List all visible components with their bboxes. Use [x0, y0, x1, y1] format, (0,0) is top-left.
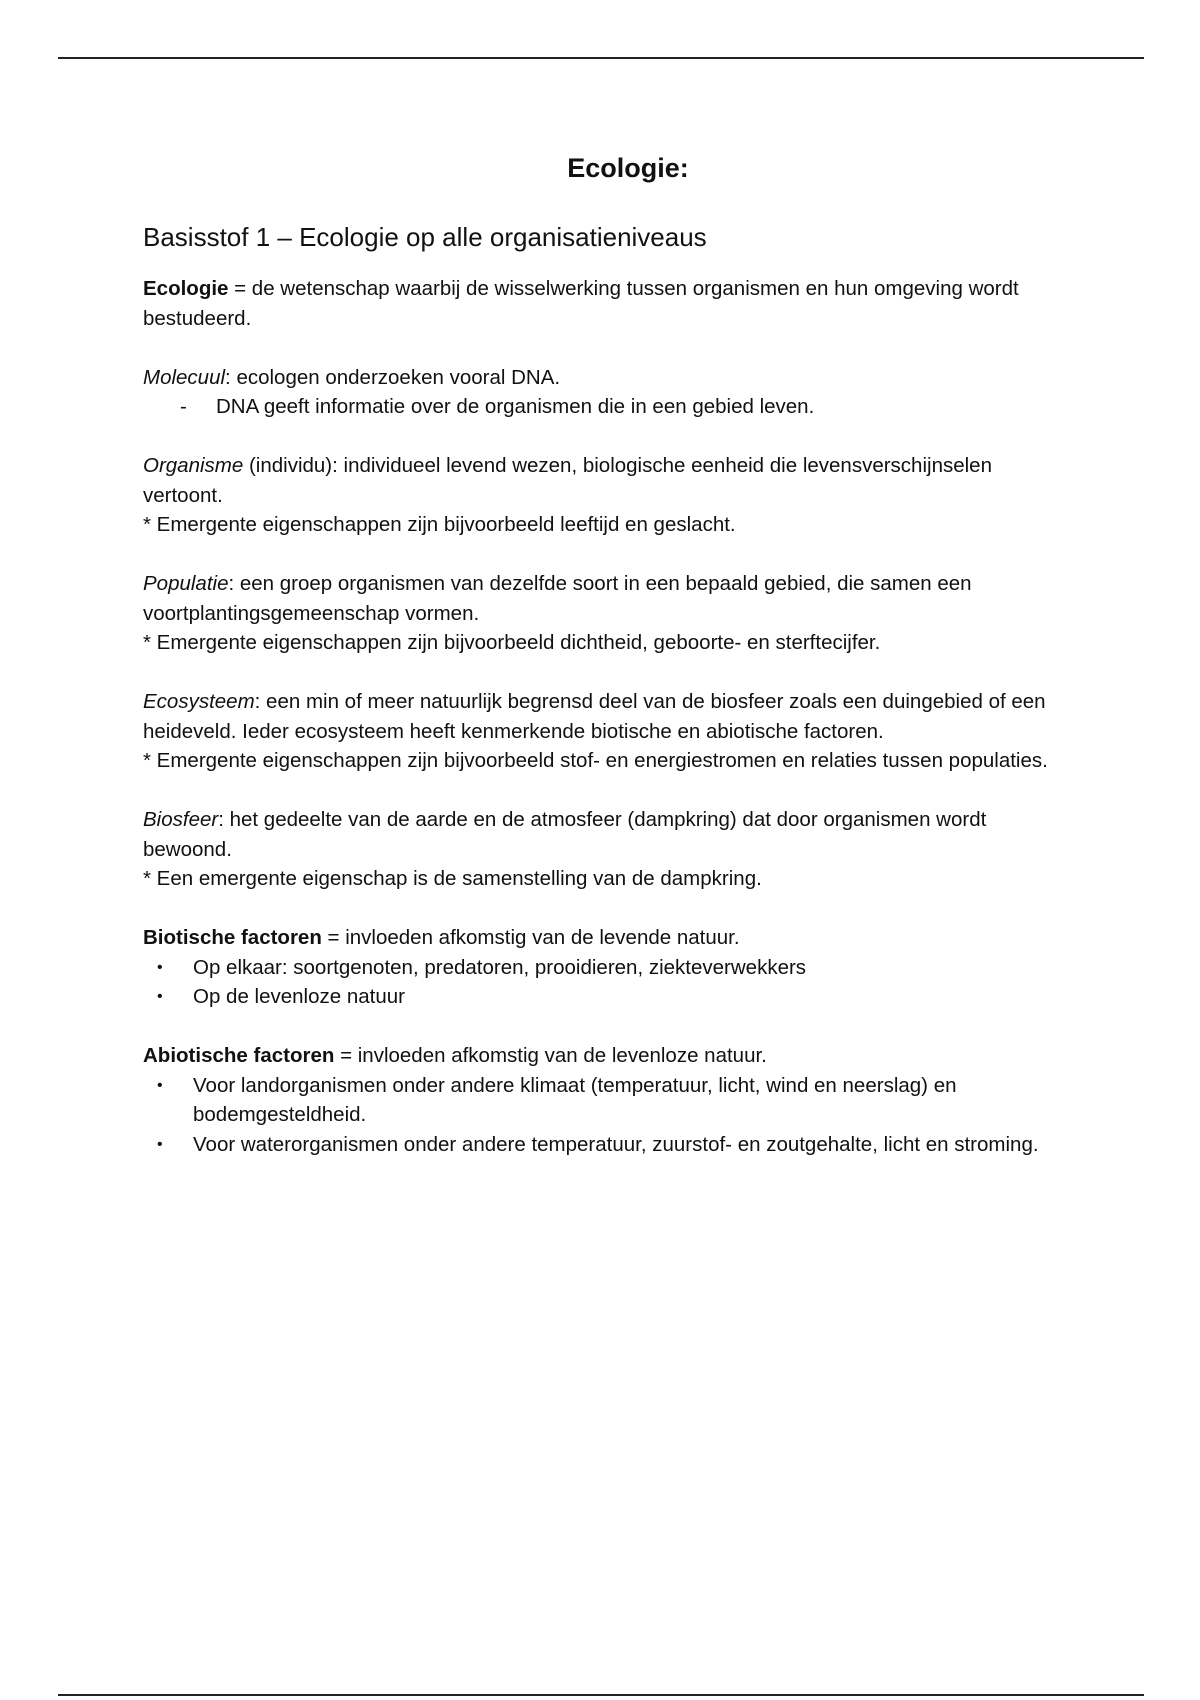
definition-ecosysteem [143, 687, 1063, 776]
definition-abiotische-factoren [143, 1041, 1063, 1071]
list-item [143, 982, 1063, 1012]
list-item-text: Voor waterorganismen onder andere temperatuur, zuurstof- en zoutgehalte, licht en stroming. [193, 1132, 1039, 1156]
list-item [143, 953, 1063, 983]
bullet-marker: • [157, 1076, 163, 1094]
dash-marker: - [180, 395, 187, 418]
definition-molecuul [143, 363, 1063, 393]
term-molecuul: Molecuul [143, 365, 226, 389]
term-ecosysteem: Ecosysteem [143, 690, 255, 713]
definition-text: = invloeden afkomstig van de levende natuur. [321, 926, 740, 949]
molecuul-list [143, 392, 1063, 422]
list-item [143, 1071, 1063, 1130]
definition-text: = invloeden afkomstig van de levenloze natuur. [334, 1044, 767, 1067]
footer-rule [58, 1694, 1144, 1696]
definition-organisme [143, 451, 1063, 540]
biotische-factoren-list [143, 953, 1063, 1012]
bullet-marker: • [157, 958, 163, 976]
definition-populatie [143, 569, 1063, 658]
emergent-note: * Emergente eigenschappen zijn bijvoorbeeld leeftijd en geslacht. [143, 513, 736, 536]
list-item-text: Voor landorganismen onder andere klimaat (temperatuur, licht, wind en neerslag) en bodemgesteldheid. [193, 1073, 957, 1126]
definition-text: : het gedeelte van de aarde en de atmosfeer (dampkring) dat door organismen wordt bewoond. [143, 808, 987, 861]
bullet-marker: • [157, 1135, 163, 1153]
document-body [143, 142, 1063, 1189]
term-biosfeer: Biosfeer [143, 808, 219, 831]
emergent-note: * Een emergente eigenschap is de samenstelling van de dampkring. [143, 867, 762, 890]
list-item [143, 1130, 1063, 1160]
document-title: Ecologie: [567, 153, 689, 183]
bullet-marker: • [157, 988, 163, 1005]
header-rule [58, 57, 1144, 59]
term-abiotische-factoren: Abiotische factoren [143, 1044, 335, 1067]
term-organisme: Organisme [143, 454, 244, 477]
list-item-text: Op de levenloze natuur [193, 985, 405, 1008]
emergent-note: * Emergente eigenschappen zijn bijvoorbeeld stof- en energiestromen en relaties tussen populaties. [143, 749, 1048, 772]
term-populatie: Populatie [143, 572, 229, 595]
definition-biosfeer [143, 805, 1063, 894]
list-item-text: Op elkaar: soortgenoten, predatoren, prooidieren, ziekteverwekkers [193, 955, 807, 979]
definition-text: (individu): individueel levend wezen, biologische eenheid die levensverschijnselen vertoont. [143, 454, 992, 507]
list-item [143, 392, 1063, 422]
definition-text: : ecologen onderzoeken vooral DNA. [225, 365, 561, 389]
definition-biotische-factoren [143, 923, 1063, 953]
definition-text: = de wetenschap waarbij de wisselwerking tussen organismen en hun omgeving wordt bestudeerd. [143, 277, 1019, 330]
term-biotische-factoren: Biotische factoren [143, 926, 322, 949]
definition-ecologie [143, 274, 1063, 333]
abiotische-factoren-list [143, 1071, 1063, 1160]
term-ecologie: Ecologie [143, 277, 229, 300]
section-heading: Basisstof 1 – Ecologie op alle organisatieniveaus [143, 222, 707, 252]
definition-text: : een groep organismen van dezelfde soort in een bepaald gebied, die samen een voortplantingsgemeenschap vormen. [143, 572, 972, 625]
definition-text: : een min of meer natuurlijk begrensd deel van de biosfeer zoals een duingebied of een heideveld. Ieder ecosysteem heeft kenmerkende biotische en abiotische factoren. [143, 690, 1046, 743]
list-item-text: DNA geeft informatie over de organismen die in een gebied leven. [216, 395, 815, 418]
emergent-note: * Emergente eigenschappen zijn bijvoorbeeld dichtheid, geboorte- en sterftecijfer. [143, 631, 881, 654]
